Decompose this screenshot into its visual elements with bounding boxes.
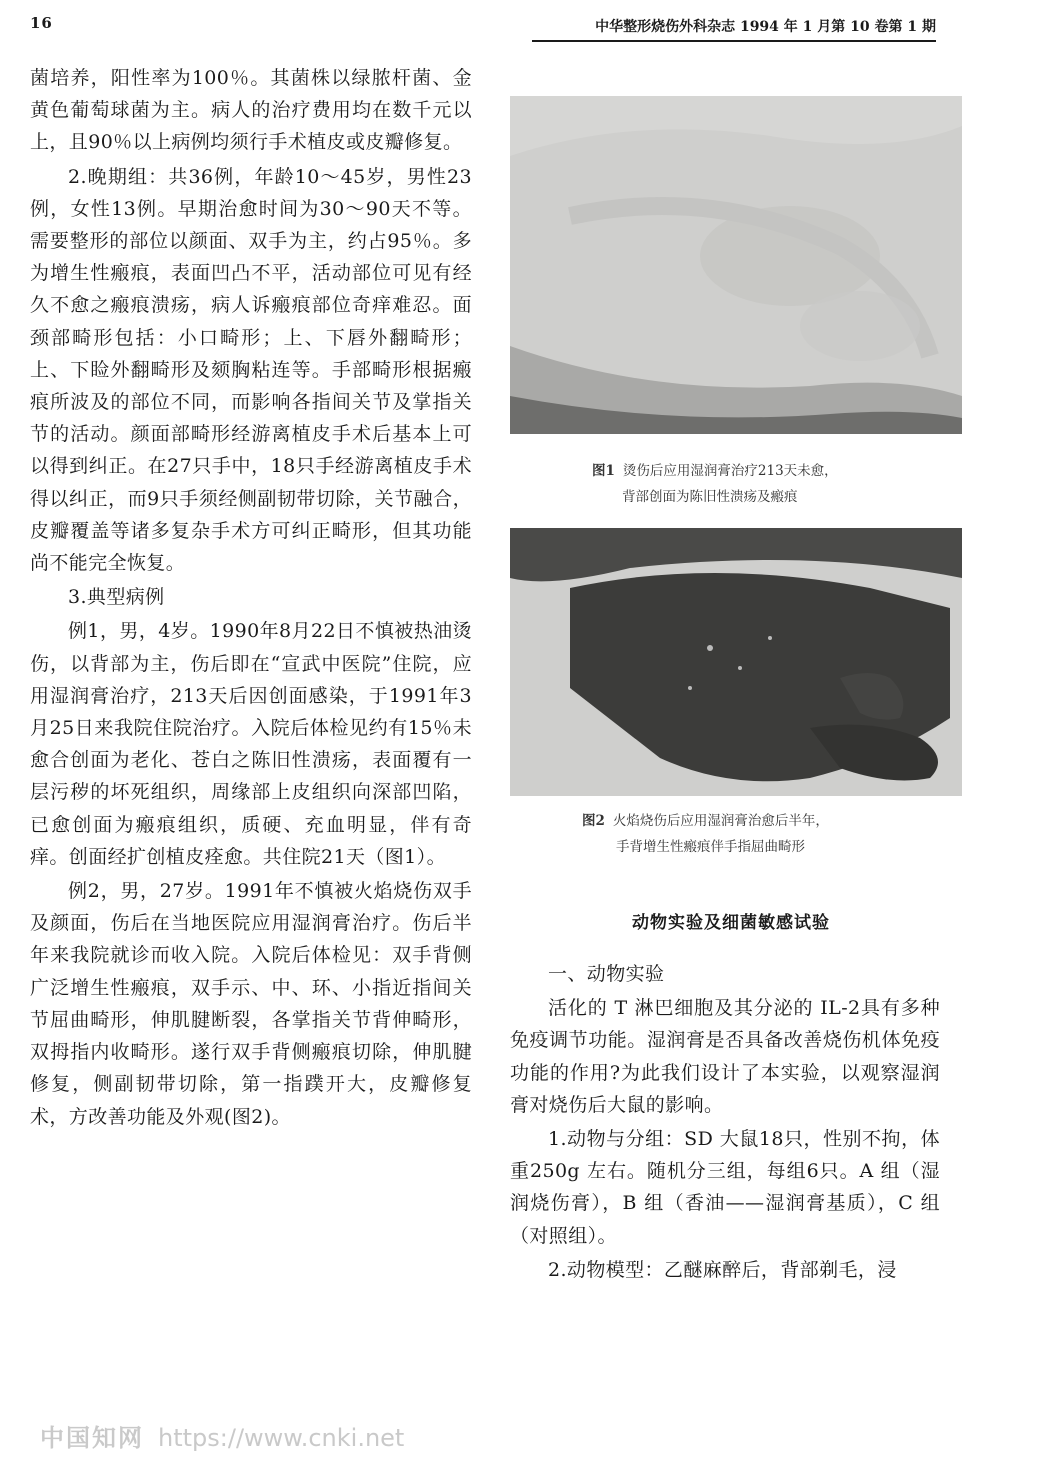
section-heading: 动物实验及细菌敏感试验 (632, 913, 830, 933)
back-scar-photo (510, 96, 962, 434)
running-header: 中华整形烧伤外科杂志 1994 年 1 月第 10 卷第 1 期 (532, 16, 936, 42)
paragraph: 菌培养，阳性率为100％。其菌株以绿脓杆菌、金黄色葡萄球菌为主。病人的治疗费用均在数千元以上，且90％以上病例均须行手术植皮或皮瓣修复。 (30, 67, 472, 154)
figure-2-caption-line-1: 火焰烧伤后应用湿润膏治愈后半年， (612, 813, 829, 829)
paragraph: 3.典型病例 (68, 586, 165, 609)
figure-2-label: 图2 (582, 813, 605, 829)
paragraph: 例1，男，4岁。1990年8月22日不慎被热油烫伤，以背部为主，伤后即在“宣武中医院”住院，应用湿润膏治疗，213天后因创面感染，于1991年3月25日来我院住院治疗。入院后体检见约有15％未愈合创面为老化、苍白之陈旧性溃疡，表面覆有一层污秽的坏死组织，周缘部上皮组织向深部凹陷，已愈创面为瘢痕组织，质硬、充血明显，伴有奇痒。创面经扩创植皮痊愈。共住院21天（图1）。 (30, 620, 472, 868)
paragraph: 2.动物模型：乙醚麻醉后，背部剃毛，浸 (548, 1258, 897, 1281)
paragraph: 2.晚期组：共36例，年龄10～45岁，男性23例，女性13例。早期治愈时间为30～90天不等。需要整形的部位以颜面、双手为主，约占95％。多为增生性瘢痕，表面凹凸不平，活动部位可见有经久不愈之瘢痕溃疡，病人诉瘢痕部位奇痒难忍。面颈部畸形包括：小口畸形；上、下唇外翻畸形；上、下睑外翻畸形及颏胸粘连等。手部畸形根据瘢痕所波及的部位不同，而影响各指间关节及掌指关节的活动。颜面部畸形经游离植皮手术后基本上可以得到纠正。在27只手中，18只手经游离植皮手术得以纠正，而9只手须经侧副韧带切除，关节融合，皮瓣覆盖等诸多复杂手术方可纠正畸形，但其功能尚不能完全恢复。 (30, 165, 472, 575)
paragraph: 例2，男，27岁。1991年不慎被火焰烧伤双手及颜面，伤后在当地医院应用湿润膏治疗。伤后半年来我院就诊而收入院。入院后体检见：双手背侧广泛增生性瘢痕，双手示、中、环、小指近指间关节屈曲畸形，伸肌腱断裂，各掌指关节背伸畸形，双拇指内收畸形。遂行双手背侧瘢痕切除，伸肌腱修复，侧副韧带切除，第一指蹼开大，皮瓣修复术，方改善功能及外观(图2)。 (30, 880, 472, 1128)
figure-2-photo (510, 528, 962, 796)
subsection-heading: 一、动物实验 (548, 963, 665, 985)
paragraph: 1.动物与分组：SD 大鼠18只，性别不拘，体重250g 左右。随机分三组，每组6只。A 组（湿润烧伤膏），B 组（香油——湿润膏基质），C 组（对照组）。 (510, 1128, 940, 1247)
figure-2-caption (582, 808, 829, 860)
figure-1-label: 图1 (592, 463, 615, 479)
watermark-url: https://www.cnki.net (158, 1424, 405, 1452)
page-number: 16 (30, 14, 53, 32)
figure-2-caption-line-2: 手背增生性瘢痕伴手指屈曲畸形 (616, 839, 805, 855)
right-column (510, 958, 940, 1286)
left-column (30, 62, 472, 1133)
figure-1-caption (592, 458, 838, 510)
figure-1-caption-line-2: 背部创面为陈旧性溃疡及瘢痕 (622, 489, 798, 505)
figure-1-photo (510, 96, 962, 434)
hand-scar-photo (510, 528, 962, 796)
watermark-cn: 中国知网 (40, 1424, 144, 1452)
cnki-watermark (40, 1418, 404, 1453)
paragraph: 活化的 T 淋巴细胞及其分泌的 IL-2具有多种免疫调节功能。湿润膏是否具备改善烧伤机体免疫功能的作用?为此我们设计了本实验，以观察湿润膏对烧伤后大鼠的影响。 (510, 997, 940, 1116)
figure-1-caption-line-1: 烫伤后应用湿润膏治疗213天未愈， (622, 463, 838, 479)
